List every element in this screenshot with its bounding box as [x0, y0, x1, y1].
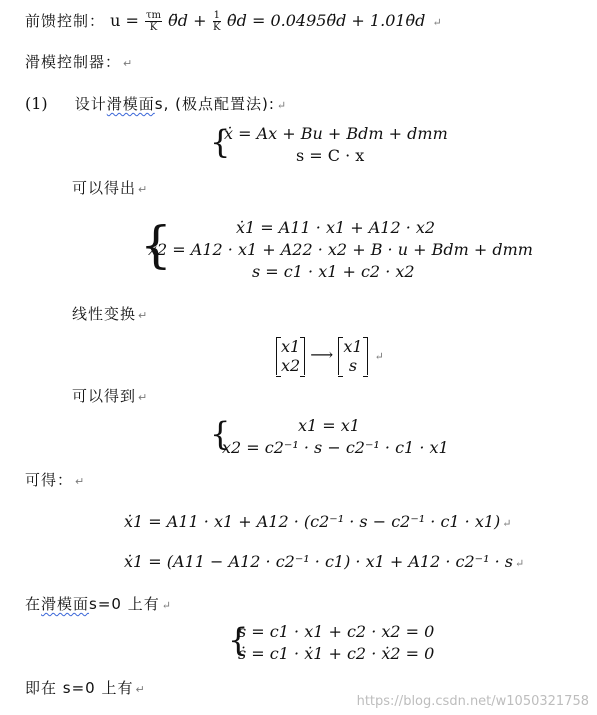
wavy-term-2: 滑模面	[41, 595, 90, 613]
can-get-1: 可以得出 ↵	[72, 179, 149, 197]
equation-a: ẋ1 = A11 · x1 + A12 · (c2⁻¹ · s − c2⁻¹ · c1 · x1) ↵	[124, 512, 512, 531]
equation-b: ẋ1 = (A11 − A12 · c2⁻¹ · c1) · x1 + A12 · c2⁻¹ · s ↵	[124, 552, 525, 571]
fraction-one-over-k: $\frac{1}{K}$	[213, 10, 221, 33]
system-1: { ẋ = Ax + Bu + Bdm + dmm s = C · x	[210, 123, 448, 165]
step-number: (1)	[25, 94, 48, 113]
wavy-term: 滑模面	[106, 95, 155, 113]
feedforward-term2: θ̇d = 0.0495θ̈d + 1.01θ̇d	[227, 11, 426, 30]
sliding-heading: 滑模控制器： ↵	[25, 53, 134, 71]
can-get-2: 可以得到 ↵	[72, 387, 149, 405]
linear-transform-label: 线性变换 ↵	[72, 305, 149, 323]
step1-line: (1) 设计滑模面s, (极点配置法): ↵	[25, 94, 287, 113]
feedforward-eq-start: u =	[110, 11, 144, 30]
feedforward-line: 前馈控制： u = $\frac{\tau m}{K}$ θ̈d + $\frac{1}{K}$ θ̇d = 0.0495θ̈d + 1.01θ̇d ↵	[25, 10, 442, 33]
system-2: { ẋ1 = A11 · x1 + A12 · x2 ẋ2 = A12 · x1 + A22 · x2 + B · u + Bdm + dmm s = c1 · x1 + c2 · x2	[140, 216, 533, 281]
matrix-transform: x1 x2 ⟶ x1 s ↵	[276, 336, 384, 376]
final-line: 即在 s=0 上有 ↵	[25, 679, 146, 697]
feedforward-label: 前馈控制：	[25, 12, 106, 30]
keyi-label: 可得： ↵	[25, 471, 86, 489]
matrix-left: x1 x2	[276, 337, 305, 375]
watermark: https://blog.csdn.net/w1050321758	[356, 694, 589, 709]
feedforward-term1: θ̈d +	[168, 11, 212, 30]
matrix-right: x1 s	[338, 337, 367, 375]
fraction-tau-over-k: $\frac{\tau m}{K}$	[146, 10, 162, 33]
system-3: { x1 = x1 x2 = c2⁻¹ · s − c2⁻¹ · c1 · x1	[210, 415, 449, 457]
system-4: { s = c1 · x1 + c2 · x2 = 0 ṡ = c1 · ẋ1 + c2 · ẋ2 = 0	[228, 621, 435, 663]
arrow: ⟶	[310, 345, 334, 364]
on-surface-line: 在滑模面s=0 上有 ↵	[25, 595, 171, 613]
